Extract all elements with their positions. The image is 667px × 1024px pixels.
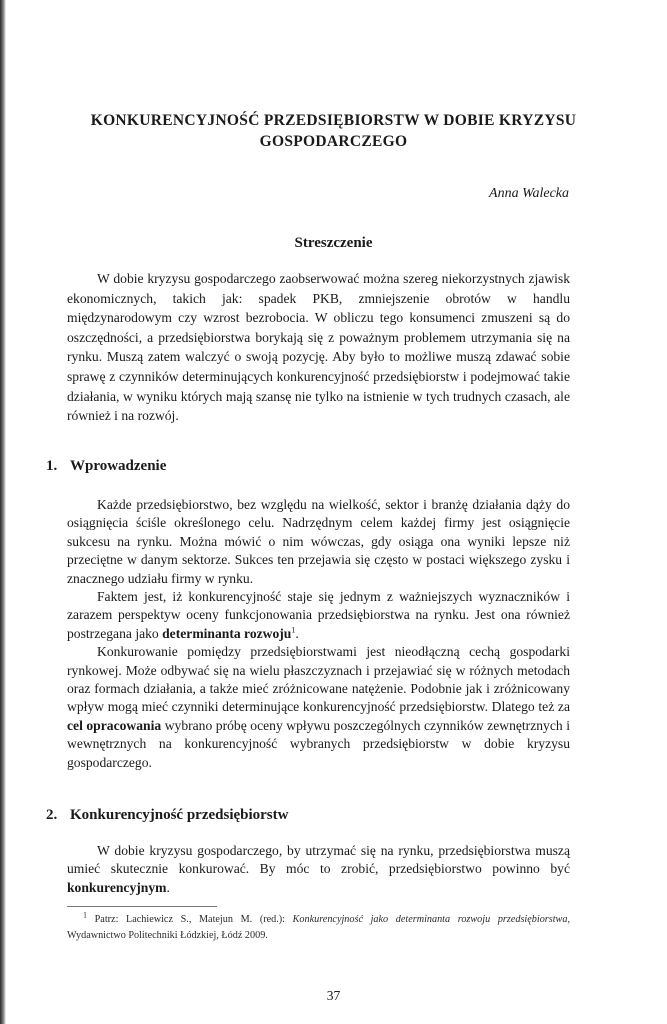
section-title: Konkurencyjność przedsiębiorstw [70, 807, 289, 823]
footnote-number: 1 [83, 910, 87, 920]
author-name: Anna Walecka [489, 186, 569, 201]
paragraph-text: W dobie kryzysu gospodarczego, by utrzymać się na rynku, przedsiębiorstwa muszą umieć skutecznie konkurować. By móc to zrobić, przedsiębiorstwo powinno być [67, 843, 570, 877]
bold-term: konkurencyjnym [67, 879, 167, 895]
footnote-divider [67, 906, 217, 907]
abstract-heading: Streszczenie [294, 235, 373, 251]
paragraph-text: . [166, 879, 170, 895]
footnote-text: , Wydawnictwo Politechniki Łódzkiej, Łódź 2009. [67, 914, 570, 941]
abstract-text: W dobie kryzysu gospodarczego zaobserwować można szereg niekorzystnych zjawisk ekonomicznych, takich jak: spadek PKB, zmniejszenie obrotów w handlu międzynarodowym czy wzrost bezrobocia. W obliczu tego konsumenci zmuszeni są do oszczędności, a przedsiębiorstwa borykają się z poważnym problemem utrzymania się na rynku. Muszą zatem walczyć o swoją pozycję. Aby było to możliwe muszą zdawać sobie sprawę z czynników determinujących konkurencyjność przedsiębiorstw i podejmować takie działania, w wyniku których mają szansę nie tylko na istnienie w tych trudnych czasach, ale również i na rozwój. [67, 271, 570, 424]
footnote-text: Patrz: Lachiewicz S., Matejun M. (red.): [94, 914, 293, 925]
paragraph-text: Faktem jest, iż konkurencyjność staje się jednym z ważniejszych wyznaczników i zarazem perspektyw oceny funkcjonowania przedsiębiorstwa na rynku. Jest ona również postrzegana jako [67, 589, 570, 641]
footnote-reference: 1 [291, 625, 296, 635]
section-body-competitiveness [67, 842, 570, 897]
paper-title: KONKURENCYJNOŚĆ PRZEDSIĘBIORSTW W DOBIE KRYZYSU GOSPODARCZEGO [90, 112, 577, 150]
paragraph-text: Konkurowanie pomiędzy przedsiębiorstwami jest nieodłączną cechą gospodarki rynkowej. Może odbywać się na wielu płaszczyznach i przejawiać się w różnych metodach oraz formach działania, a także mieć zróżnicowane natężenie. Podobnie jak i zróżnicowany wpływ mogą mieć czynniki determinujące konkurencyjność przedsiębiorstw. Dlatego też za [67, 644, 570, 715]
footnote-book-title: Konkurencyjność jako determinanta rozwoju przedsiębiorstwa [292, 914, 568, 925]
page-number: 37 [326, 988, 341, 1003]
paragraph [67, 842, 570, 897]
section-body-introduction [67, 496, 570, 772]
section-number: 2. [46, 807, 58, 823]
bold-term: cel opracowania [67, 717, 162, 733]
paragraph-text: . [295, 625, 299, 641]
paragraph: Każde przedsiębiorstwo, bez względu na wielkość, sektor i branżę działania dąży do osiągnięcia ściśle określonego celu. Nadrzędnym celem każdej firmy jest osiągnięcie sukcesu na rynku. Można mówić o nim wówczas, gdy osiąga ona wyniki lepsze niż przeciętne w danym sektorze. Sukces ten przejawia się często w postaci większego zysku i znacznego udziału firmy w rynku. [67, 497, 570, 586]
section-heading-introduction [46, 458, 166, 475]
paragraph [67, 643, 570, 772]
paragraph [67, 588, 570, 643]
footnote [67, 912, 570, 944]
section-heading-competitiveness [46, 807, 288, 824]
section-number: 1. [46, 458, 58, 474]
paragraph-text: wybrano próbę oceny wpływu poszczególnych czynników zewnętrznych i wewnętrznych na konkurencyjność wybranych przedsiębiorstw w dobie kryzysu gospodarczego. [67, 717, 570, 770]
scan-edge-shadow [0, 0, 6, 1024]
bold-term: determinanta rozwoju [162, 625, 292, 641]
section-title: Wprowadzenie [70, 458, 167, 474]
